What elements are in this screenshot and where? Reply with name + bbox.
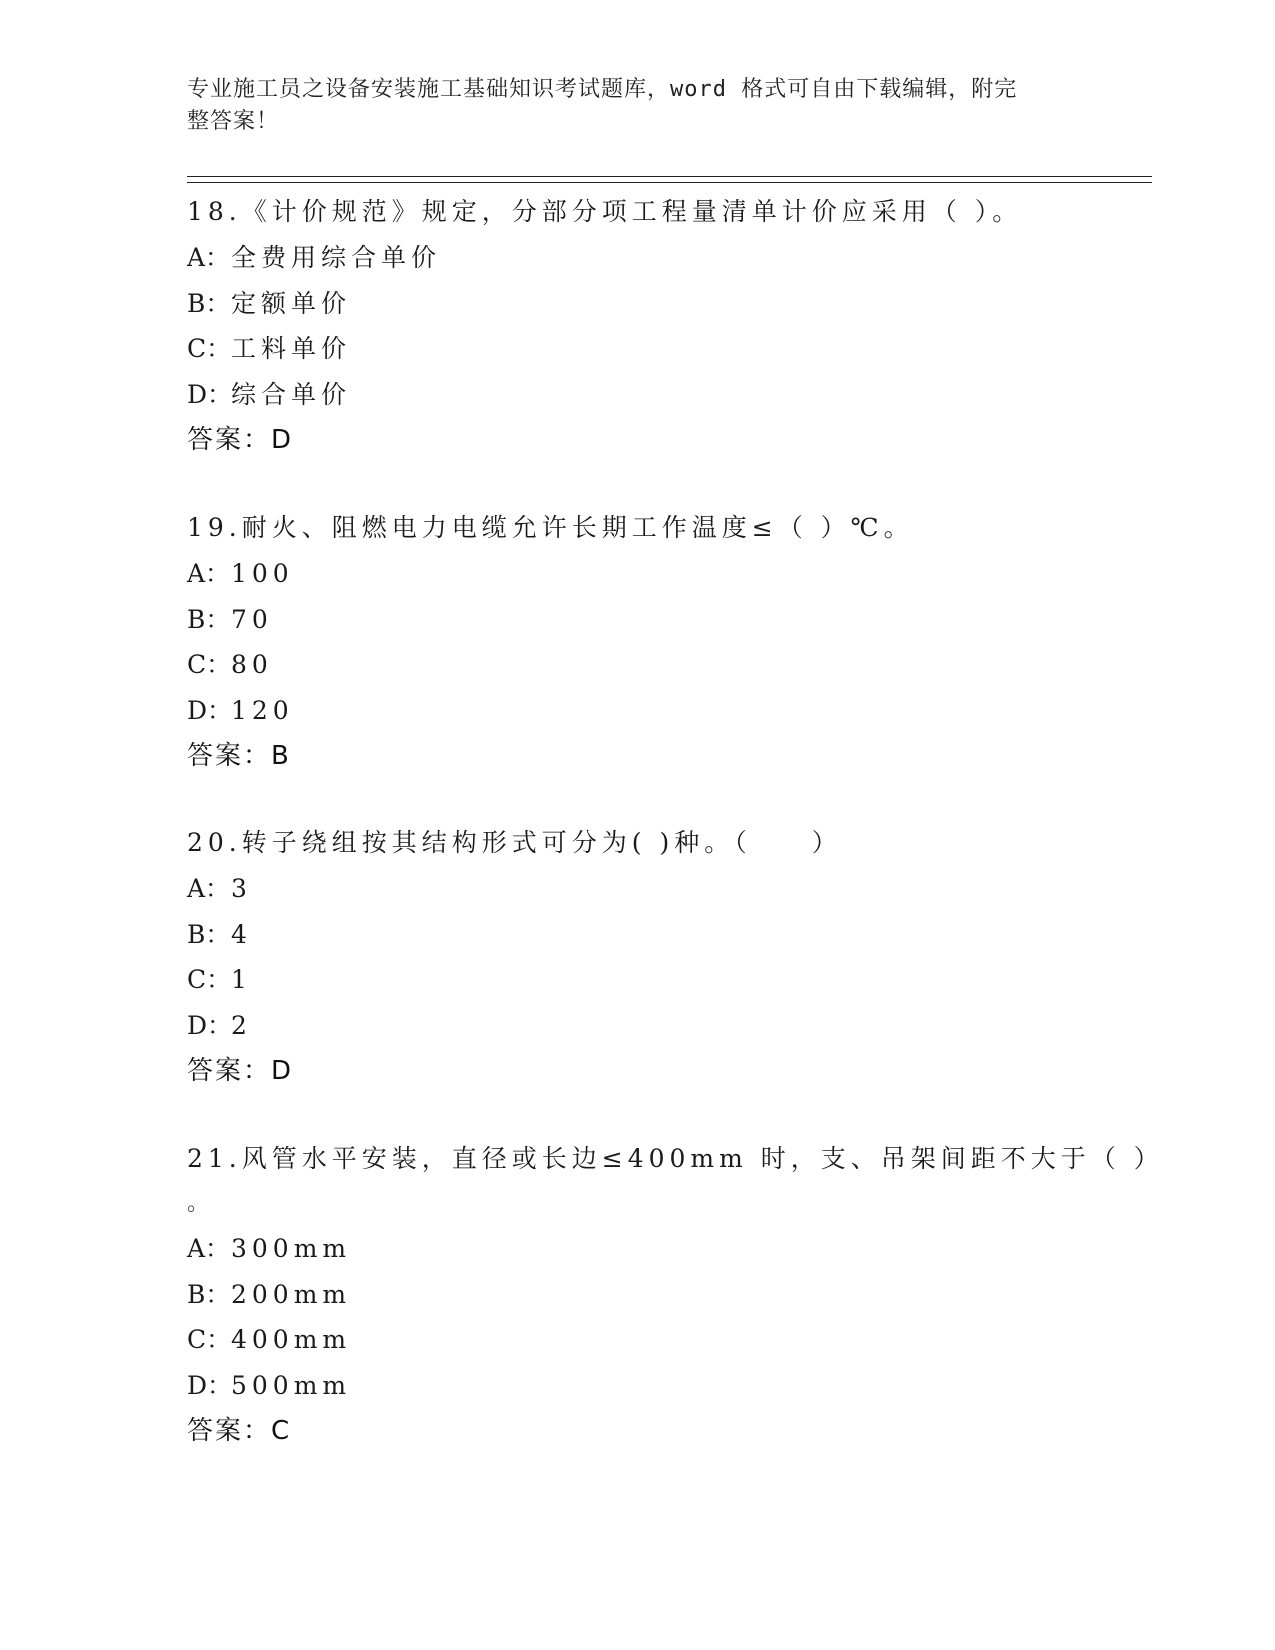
option-letter: C： bbox=[187, 965, 232, 994]
option-letter: A： bbox=[187, 243, 231, 272]
option-letter: B： bbox=[187, 919, 231, 949]
option-text: 全费用综合单价 bbox=[231, 243, 442, 272]
option-letter: C： bbox=[187, 334, 232, 363]
answer-value: C bbox=[271, 1416, 290, 1446]
question-stem-continuation: 。 bbox=[187, 1191, 210, 1216]
option-d bbox=[187, 372, 1087, 418]
question-19 bbox=[187, 505, 1087, 779]
option-letter: B： bbox=[187, 288, 231, 318]
option-letter: C： bbox=[187, 650, 232, 679]
option-text: 2 bbox=[231, 1010, 252, 1040]
option-c bbox=[187, 957, 1087, 1003]
question-21 bbox=[187, 1136, 1164, 1454]
document-header bbox=[187, 74, 1067, 138]
answer-label: 答案： bbox=[187, 1056, 272, 1086]
question-20 bbox=[187, 820, 1087, 1094]
question-stem: 20.转子绕组按其结构形式可分为( )种。（ ） bbox=[187, 828, 842, 857]
option-text: 1 bbox=[231, 965, 252, 994]
header-line-2: 整答案！ bbox=[187, 109, 280, 134]
option-b bbox=[187, 912, 1087, 958]
answer-value: B bbox=[271, 741, 289, 771]
option-letter: D： bbox=[187, 695, 233, 725]
option-letter: A： bbox=[187, 874, 231, 903]
option-letter: D： bbox=[187, 1010, 233, 1040]
answer-value: D bbox=[271, 1056, 292, 1086]
option-text: 500mm bbox=[231, 1370, 352, 1400]
option-d bbox=[187, 688, 1087, 734]
header-line-1: 专业施工员之设备安装施工基础知识考试题库，word 格式可自由下载编辑，附完 bbox=[187, 77, 1018, 102]
option-b bbox=[187, 597, 1087, 643]
answer-label: 答案： bbox=[187, 741, 272, 771]
option-letter: D： bbox=[187, 379, 233, 409]
option-text: 4 bbox=[231, 919, 252, 949]
answer-line bbox=[187, 733, 1087, 779]
option-text: 70 bbox=[231, 604, 273, 634]
header-rule-bottom bbox=[187, 182, 1152, 183]
option-text: 工料单价 bbox=[231, 334, 352, 363]
question-stem: 18.《计价规范》规定，分部分项工程量清单计价应采用（ ）。 bbox=[187, 197, 1023, 226]
option-letter: B： bbox=[187, 1279, 231, 1309]
question-18 bbox=[187, 189, 1087, 463]
option-a bbox=[187, 235, 1087, 281]
option-d bbox=[187, 1003, 1087, 1049]
option-text: 120 bbox=[231, 695, 294, 725]
answer-line bbox=[187, 1048, 1087, 1094]
option-text: 400mm bbox=[231, 1325, 352, 1354]
option-d bbox=[187, 1363, 1087, 1409]
option-a bbox=[187, 866, 1087, 912]
option-text: 综合单价 bbox=[231, 379, 352, 409]
answer-line bbox=[187, 1408, 1087, 1454]
answer-line bbox=[187, 417, 1087, 463]
header-rule-top bbox=[187, 176, 1152, 177]
option-letter: A： bbox=[187, 559, 231, 588]
option-text: 80 bbox=[231, 650, 273, 679]
question-stem: 21.风管水平安装，直径或长边≤400mm 时，支、吊架间距不大于（ ） bbox=[187, 1144, 1164, 1173]
option-letter: B： bbox=[187, 604, 231, 634]
option-letter: A： bbox=[187, 1234, 231, 1263]
option-text: 3 bbox=[231, 874, 252, 903]
question-stem: 19.耐火、阻燃电力电缆允许长期工作温度≤（ ）℃。 bbox=[187, 513, 914, 542]
answer-value: D bbox=[271, 425, 292, 455]
option-text: 100 bbox=[231, 559, 294, 588]
option-letter: D： bbox=[187, 1370, 233, 1400]
answer-label: 答案： bbox=[187, 1416, 272, 1446]
option-a bbox=[187, 1226, 1087, 1272]
answer-label: 答案： bbox=[187, 425, 272, 455]
option-a bbox=[187, 551, 1087, 597]
option-c bbox=[187, 642, 1087, 688]
option-b bbox=[187, 1272, 1087, 1318]
option-text: 200mm bbox=[231, 1279, 352, 1309]
option-c bbox=[187, 326, 1087, 372]
option-letter: C： bbox=[187, 1325, 232, 1354]
option-text: 300mm bbox=[231, 1234, 352, 1263]
option-c bbox=[187, 1317, 1087, 1363]
option-text: 定额单价 bbox=[231, 288, 352, 318]
option-b bbox=[187, 281, 1087, 327]
